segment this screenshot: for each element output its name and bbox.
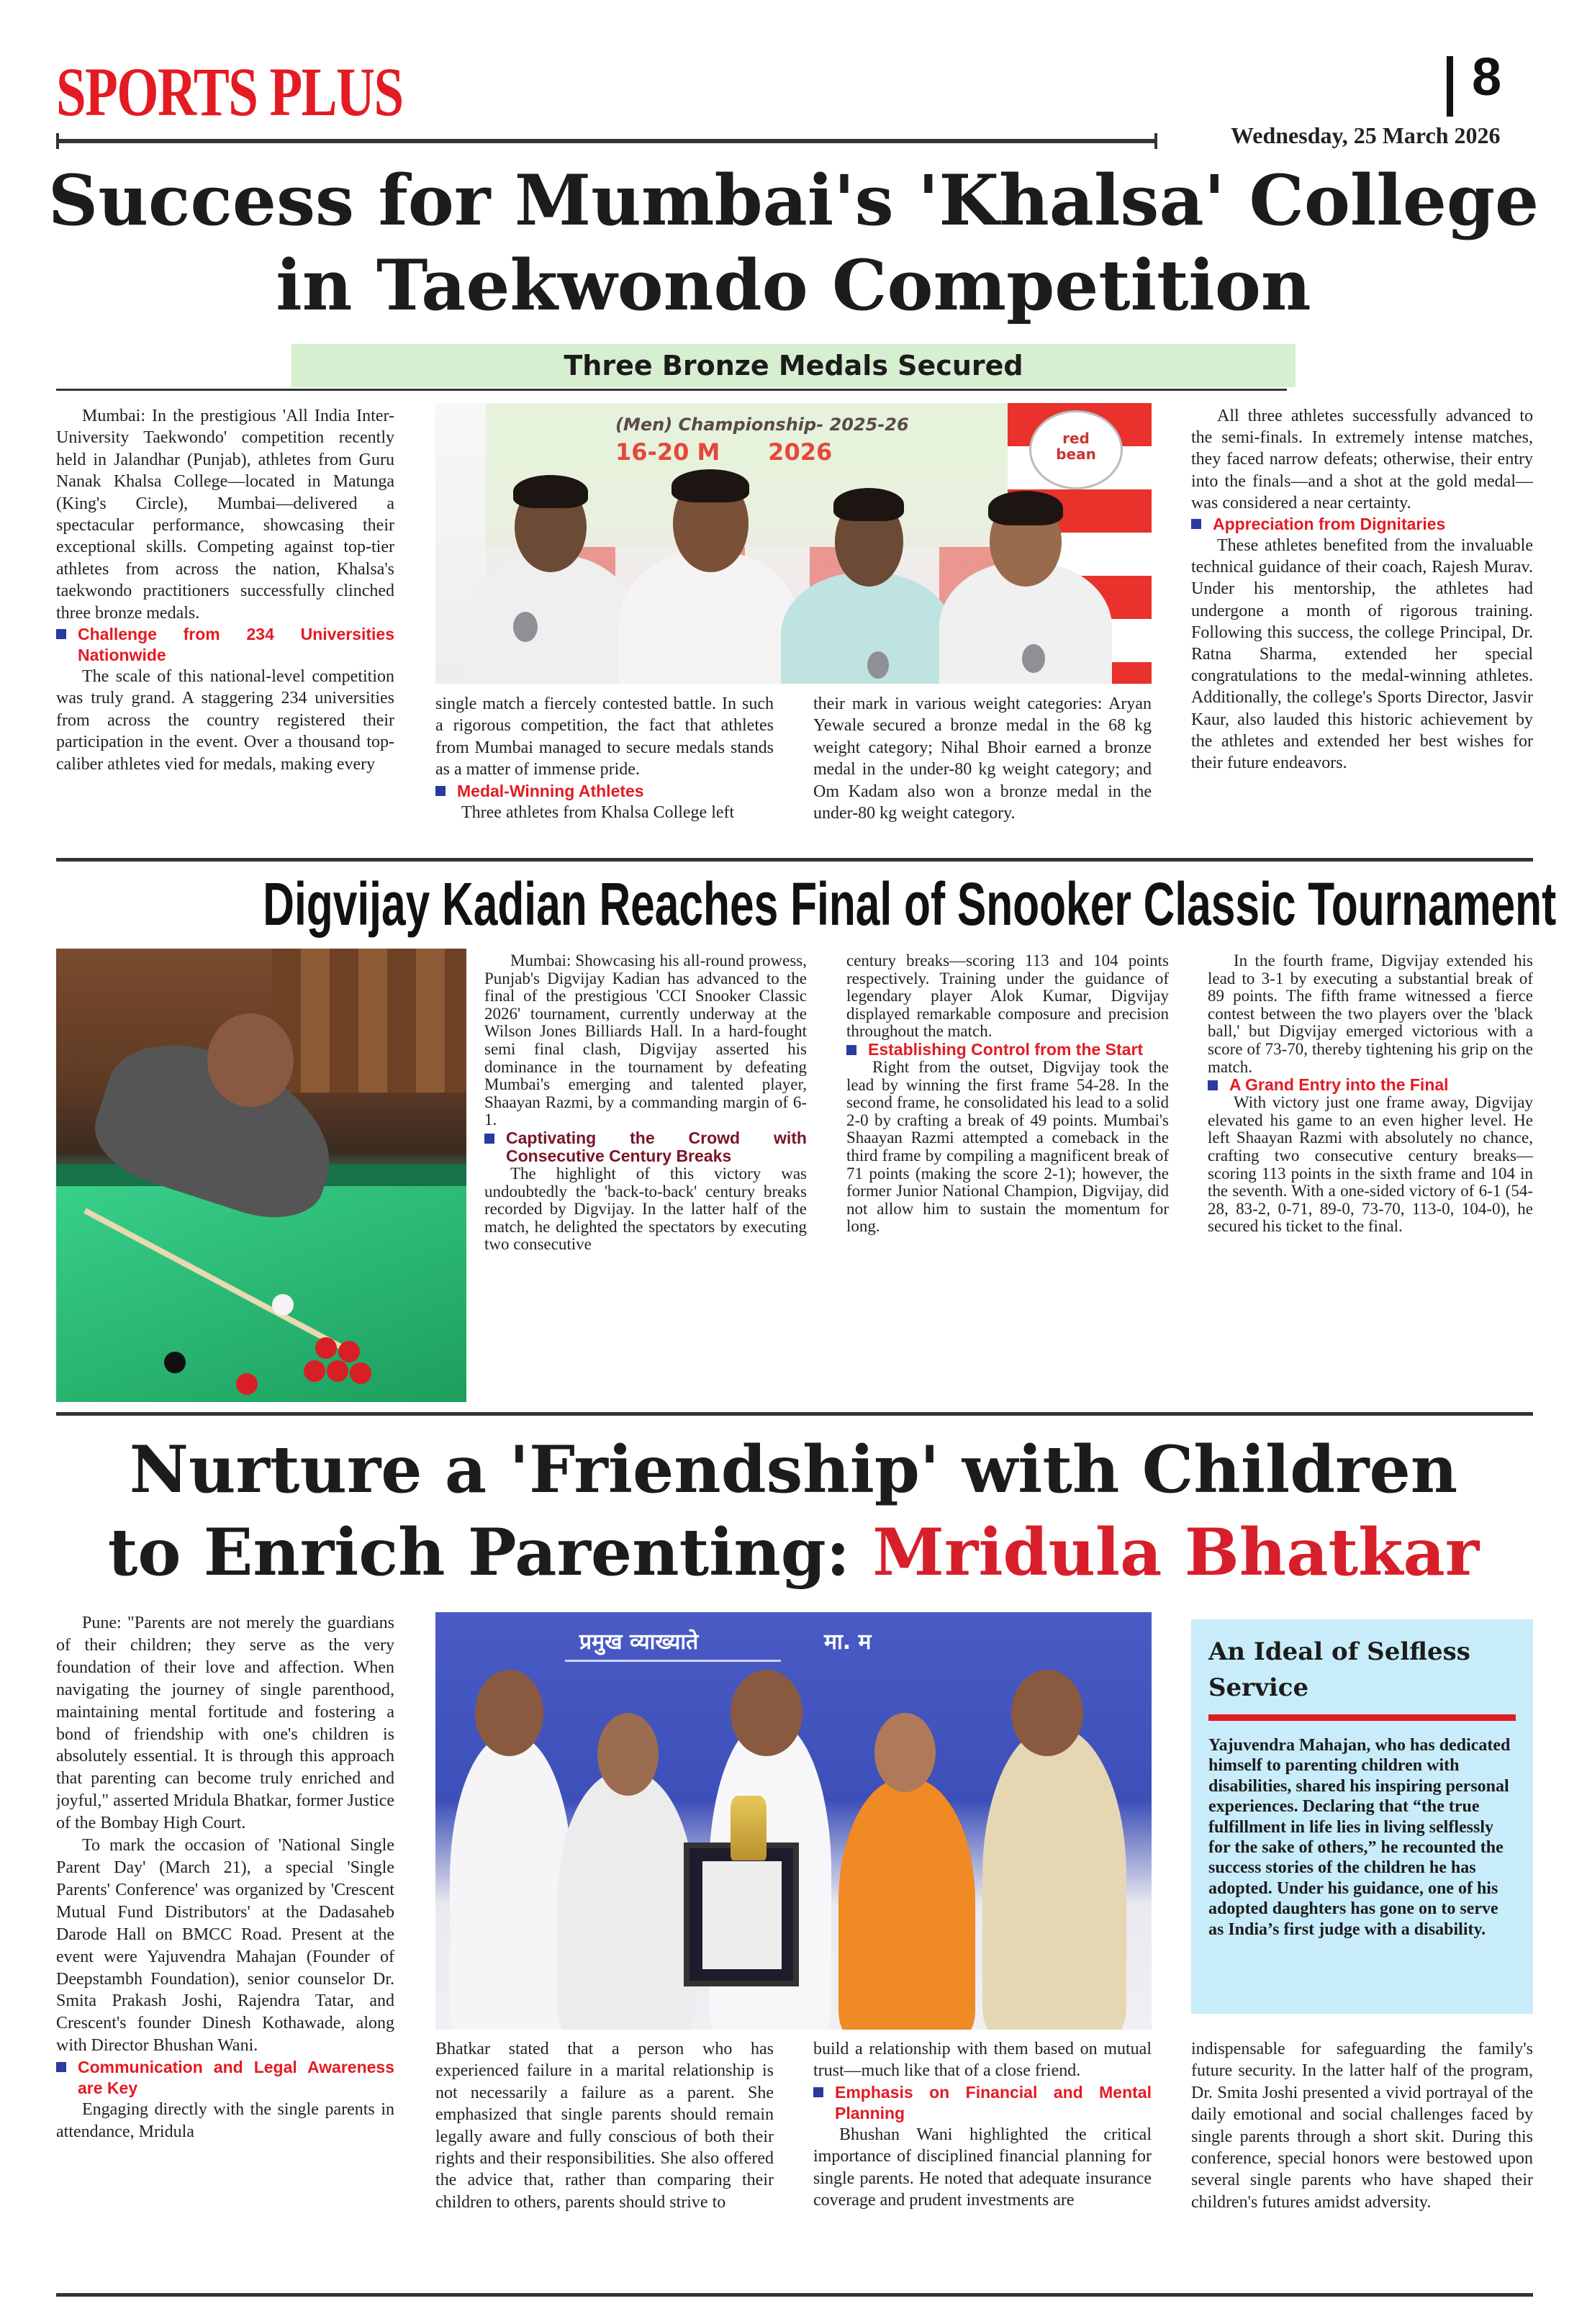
bullet-square-icon bbox=[813, 2087, 823, 2097]
story3-col1-para3: Engaging directly with the single parents in attendance, Mridula bbox=[56, 2100, 394, 2142]
bullet-square-icon bbox=[846, 1045, 856, 1055]
story2-col1-para2: The highlight of this victory was undoubtedly the 'back-to-back' century breaks recorded by Digvijay. In the latter half of the match, he delighted the spectators by executing two consecutive bbox=[484, 1164, 807, 1254]
story1-rule bbox=[56, 389, 1287, 391]
story1-col3-para1: their mark in various weight categories: Aryan Yewale secured a bronze medal in the 68 kg weight category; Nihal Bhoir earned a bronze medal in the under-80 kg weight category; and Om Kadam also won a bronze medal in the under-80 kg weight category. bbox=[813, 695, 1152, 823]
story3-subhead-communication: Communication and Legal Awareness are Key bbox=[56, 2057, 394, 2099]
sidebar-red-rule bbox=[1208, 1714, 1516, 1721]
story3-bottom-rule bbox=[56, 2293, 1533, 2297]
story1-subhead-dignitaries: Appreciation from Dignitaries bbox=[1191, 514, 1533, 535]
guest-5 bbox=[982, 1727, 1126, 2030]
story2-col3-para1: In the fourth frame, Digvijay extended his lead to 3-1 by executing a substantial break of 89 points. The fifth frame witnessed a fierce contest between the two players over the 'black ball,' but Digvijay emerged victorious with a score of 73-70, thereby tightening his grip on the match. bbox=[1208, 952, 1533, 1076]
story3-col1-para2: To mark the occasion of 'National Single Parent Day' (March 21), a special 'Single Parents' Conference' was organized by 'Crescent Mutual Fund Distributors' at the Dadasaheb Darode Hall on BMCC Road. Present at the event were Yajuvendra Mahajan (Founder of Deepstambh Foundation), senior counselor Dr. Smita Prakash Joshi, Rajendra Tatar, and Crescent's founder Dinesh Kothawade, along with Director Bhushan Wani. bbox=[56, 1836, 394, 2056]
banner-marathi-text-2: मा. म bbox=[824, 1629, 872, 1655]
story3-col3-para1: build a relationship with them based on mutual trust—much like that of a close friend. bbox=[813, 2040, 1152, 2081]
story1-col4-para2: These athletes benefited from the invaluable technical guidance of their coach, Rajesh Murav. Under his mentorship, the athletes had undergone a month of rigorous training. Following this success, the college Principal, Dr. Ratna Sharma, extended her special congratulations to the medal-winning athletes. Additionally, the college's Sports Director, Jasvir Kaur, also lauded this historic achievement by the athletes and extended her best wishes for their future endeavors. bbox=[1191, 536, 1533, 773]
story2-headline[interactable]: Digvijay Kadian Reaches Final of Snooker Classic Tournament bbox=[263, 870, 1557, 938]
bullet-square-icon bbox=[56, 629, 66, 639]
athlete-1 bbox=[464, 554, 637, 684]
story1-col2-para1: single match a fiercely contested battle. In such a rigorous competition, the fact that athletes from Mumbai managed to secure medals stands as a matter of immense pride. bbox=[435, 695, 774, 779]
trophy-icon bbox=[731, 1796, 767, 1860]
story1-subheading: Three Bronze Medals Secured bbox=[291, 344, 1296, 387]
story1-bottom-rule bbox=[56, 858, 1533, 862]
story2-subhead-final: A Grand Entry into the Final bbox=[1208, 1076, 1533, 1094]
story2-subhead-century: Captivating the Crowd with Consecutive Century Breaks bbox=[484, 1129, 807, 1165]
guest-5-head bbox=[1011, 1670, 1083, 1756]
banner-marathi-text: प्रमुख व्याख्याते bbox=[579, 1629, 699, 1655]
story2-column-3 bbox=[1208, 952, 1533, 1406]
red-ball-icon bbox=[338, 1341, 360, 1362]
conference-photo[interactable] bbox=[435, 1612, 1152, 2030]
red-ball-icon bbox=[304, 1360, 325, 1382]
banner-underline bbox=[565, 1660, 781, 1662]
story3-col4-para1: indispensable for safeguarding the family's future security. In the latter half of the program, Dr. Smita Joshi presented a vivid portrayal of the daily emotional and social challenges faced by single parents through a short skit. During this conference, special honors were bestowed upon several single parents who have shaped their children's futures amidst adversity. bbox=[1191, 2040, 1533, 2212]
story2-col1-para1: Mumbai: Showcasing his all-round prowess, Punjab's Digvijay Kadian has advanced to the final of the prestigious 'CCI Snooker Classic 2026' tournament, currently underway at the Wilson Jones Billiards Hall. In a hard-fought semi final clash, Digvijay asserted his dominance in the tournament by defeating Mumbai's emerging and talented player, Shaayan Razmi, by a commanding margin of 6-1. bbox=[484, 952, 807, 1129]
cue-ball-icon bbox=[272, 1294, 294, 1316]
story1-col1-para2: The scale of this national-level competition was truly grand. A staggering 234 universities from across the country registered their participation in the event. Over a thousand top-caliber athletes vied for medals, making every bbox=[56, 667, 394, 774]
story3-column-4 bbox=[1191, 2038, 1533, 2287]
story1-col4-para1: All three athletes successfully advanced to the semi-finals. In extremely intense matches, they faced narrow defeats; otherwise, their entry into the finals—and a shot at the gold medal—was considered a near certainty. bbox=[1191, 407, 1533, 512]
masthead-rule bbox=[56, 139, 1157, 143]
red-ball-icon bbox=[315, 1337, 337, 1359]
page-number: 8 bbox=[1472, 47, 1502, 107]
mridula-bhatkar-head bbox=[874, 1713, 936, 1792]
bullet-square-icon bbox=[435, 786, 446, 796]
story3-column-3 bbox=[813, 2038, 1152, 2287]
story3-column-2 bbox=[435, 2038, 774, 2287]
athlete-2-hair bbox=[833, 488, 904, 521]
page-number-divider bbox=[1447, 56, 1453, 117]
story2-col2-para2: Right from the outset, Digvijay took the lead by winning the first frame 54-28. In the second frame, he consolidated his lead to a solid 2-0 by crafting a break of 49 points. Mumbai's Shaayan Razmi attempted a comeback in the third frame by compiling a magnificent break of 71 points (making the score 2-1); however, the former Junior National Champion, Digvijay, did not allow him to sustain the momentum for long. bbox=[846, 1057, 1169, 1236]
bullet-square-icon bbox=[1208, 1080, 1218, 1090]
story1-column-2 bbox=[435, 693, 774, 848]
story1-col2-para2: Three athletes from Khalsa College left bbox=[461, 802, 735, 822]
story2-column-2 bbox=[846, 952, 1169, 1406]
athlete-3-hair bbox=[988, 491, 1063, 525]
story2-column-1 bbox=[484, 952, 807, 1406]
guest-2-head bbox=[597, 1713, 659, 1796]
story2-col3-para2: With victory just one frame away, Digvijay elevated his game to an even higher level. He left Shaayan Razmi with absolutely no chance, crafting two consecutive century breaks—scoring 113 points in the sixth frame and 104 in the seventh. With a one-sided victory of 6-1 (54-28, 83-2, 0-71, 89-0, 73-70, 113-0, 104-0), he secured his ticket to the final. bbox=[1208, 1093, 1533, 1236]
guest-1-head bbox=[475, 1670, 543, 1756]
award-frame-inner bbox=[702, 1861, 782, 1969]
medal-2-icon bbox=[867, 651, 889, 679]
taekwondo-photo[interactable] bbox=[435, 403, 1152, 684]
mridula-bhatkar bbox=[838, 1778, 975, 2030]
sidebar-title: An Ideal of Selfless Service bbox=[1208, 1637, 1470, 1702]
guest-3-head bbox=[731, 1670, 802, 1756]
story3-headline-name: Mridula Bhatkar bbox=[872, 1514, 1480, 1591]
award-frame bbox=[684, 1843, 799, 1986]
banner-date-text: 16-20 M 2026 bbox=[615, 438, 833, 466]
snooker-photo[interactable] bbox=[56, 949, 466, 1402]
story1-subhead-universities: Challenge from 234 Universities Nationwide bbox=[56, 624, 394, 666]
medal-1-icon bbox=[513, 612, 538, 642]
bullet-square-icon bbox=[1191, 519, 1201, 529]
athlete-1-hair bbox=[513, 475, 588, 508]
sidebar-box bbox=[1191, 1619, 1533, 2014]
story1-col1-para1: Mumbai: In the prestigious 'All India Inter-University Taekwondo' competition recently held in Jalandhar (Punjab), athletes from Guru Nanak Khalsa College—located in Matunga (King's Circle), Mumbai—delivered a spectacular performance, showcasing their exceptional skills. Competing against top-tier athletes from across the nation, Khalsa's taekwondo practitioners successfully clinched three bronze medals. bbox=[56, 407, 394, 623]
story3-col1-para1: Pune: "Parents are not merely the guardians of their children; they serve as the very foundation of their love and affection. When navigating the journey of single parenthood, maintaining mental fortitude and fostering a bond of friendship with one's children is absolutely essential. It is through this approach that parenting can become truly enriched and joyful," asserted Mridula Bhatkar, former Justice of the Bombay High Court. bbox=[56, 1614, 394, 1833]
bullet-square-icon bbox=[56, 2062, 66, 2072]
bullet-square-icon bbox=[484, 1134, 494, 1144]
story1-column-3 bbox=[813, 693, 1152, 848]
guest-1 bbox=[450, 1735, 572, 2030]
player-head bbox=[207, 1013, 294, 1107]
black-ball-icon bbox=[164, 1352, 186, 1373]
story2-col2-para1: century breaks—scoring 113 and 104 points respectively. Training under the guidance of legendary player Alok Kumar, Digvijay displayed remarkable composure and precision throughout the match. bbox=[846, 952, 1169, 1041]
section-title: SPORTS PLUS bbox=[56, 53, 403, 130]
story3-headline[interactable] bbox=[43, 1429, 1544, 1594]
medal-3-icon bbox=[1022, 644, 1045, 673]
sidebar-body: Yajuvendra Mahajan, who has dedicated himself to parenting children with disabilities, shared his inspiring personal experiences. Declaring that “the true fulfillment in life lies in living selflessly for the sake of others,” he recounted the success stories of the children he has adopted. Under his guidance, one of his adopted daughters has gone on to serve as India’s first judge with a disability. bbox=[1208, 1736, 1511, 1939]
issue-date: Wednesday, 25 March 2026 bbox=[1231, 122, 1501, 148]
story3-column-1 bbox=[56, 1612, 394, 2289]
story1-column-1 bbox=[56, 405, 394, 844]
story3-subhead-financial: Emphasis on Financial and Mental Planning bbox=[813, 2082, 1152, 2124]
story3-headline-line2: to Enrich Parenting: Mridula Bhatkar bbox=[107, 1514, 1480, 1591]
coach-hair bbox=[672, 469, 749, 502]
story1-headline[interactable] bbox=[43, 158, 1544, 328]
red-ball-icon bbox=[327, 1360, 348, 1382]
story1-column-4 bbox=[1191, 405, 1533, 848]
bookshelf bbox=[272, 949, 466, 1093]
sponsor-logo-text: red bean bbox=[1056, 430, 1096, 463]
story3-col3-para2: Bhushan Wani highlighted the critical importance of disciplined financial planning for single parents. He noted that adequate insurance coverage and prudent investments are bbox=[813, 2125, 1152, 2210]
red-ball-icon bbox=[236, 1373, 258, 1395]
story2-subhead-control: Establishing Control from the Start bbox=[846, 1041, 1169, 1059]
banner-championship-text: (Men) Championship- 2025-26 bbox=[615, 415, 909, 435]
story2-bottom-rule bbox=[56, 1412, 1533, 1416]
table-cloth bbox=[56, 1186, 466, 1402]
red-ball-icon bbox=[350, 1362, 371, 1384]
story1-headline-line2: in Taekwondo Competition bbox=[276, 245, 1311, 326]
story3-headline-line1: Nurture a 'Friendship' with Children bbox=[129, 1432, 1458, 1508]
story1-subhead-athletes: Medal-Winning Athletes bbox=[435, 781, 774, 802]
story3-col2-para1: Bhatkar stated that a person who has experienced failure in a marital relationship is not necessarily a failure as a parent. She emphasized that single parents should remain legally aware and fully conscious of both their rights and their responsibilities. She also offered the advice that, rather than comparing their children to others, parents should strive to bbox=[435, 2040, 774, 2212]
story1-headline-line1: Success for Mumbai's 'Khalsa' College bbox=[48, 160, 1539, 241]
guest-2 bbox=[558, 1771, 695, 2030]
